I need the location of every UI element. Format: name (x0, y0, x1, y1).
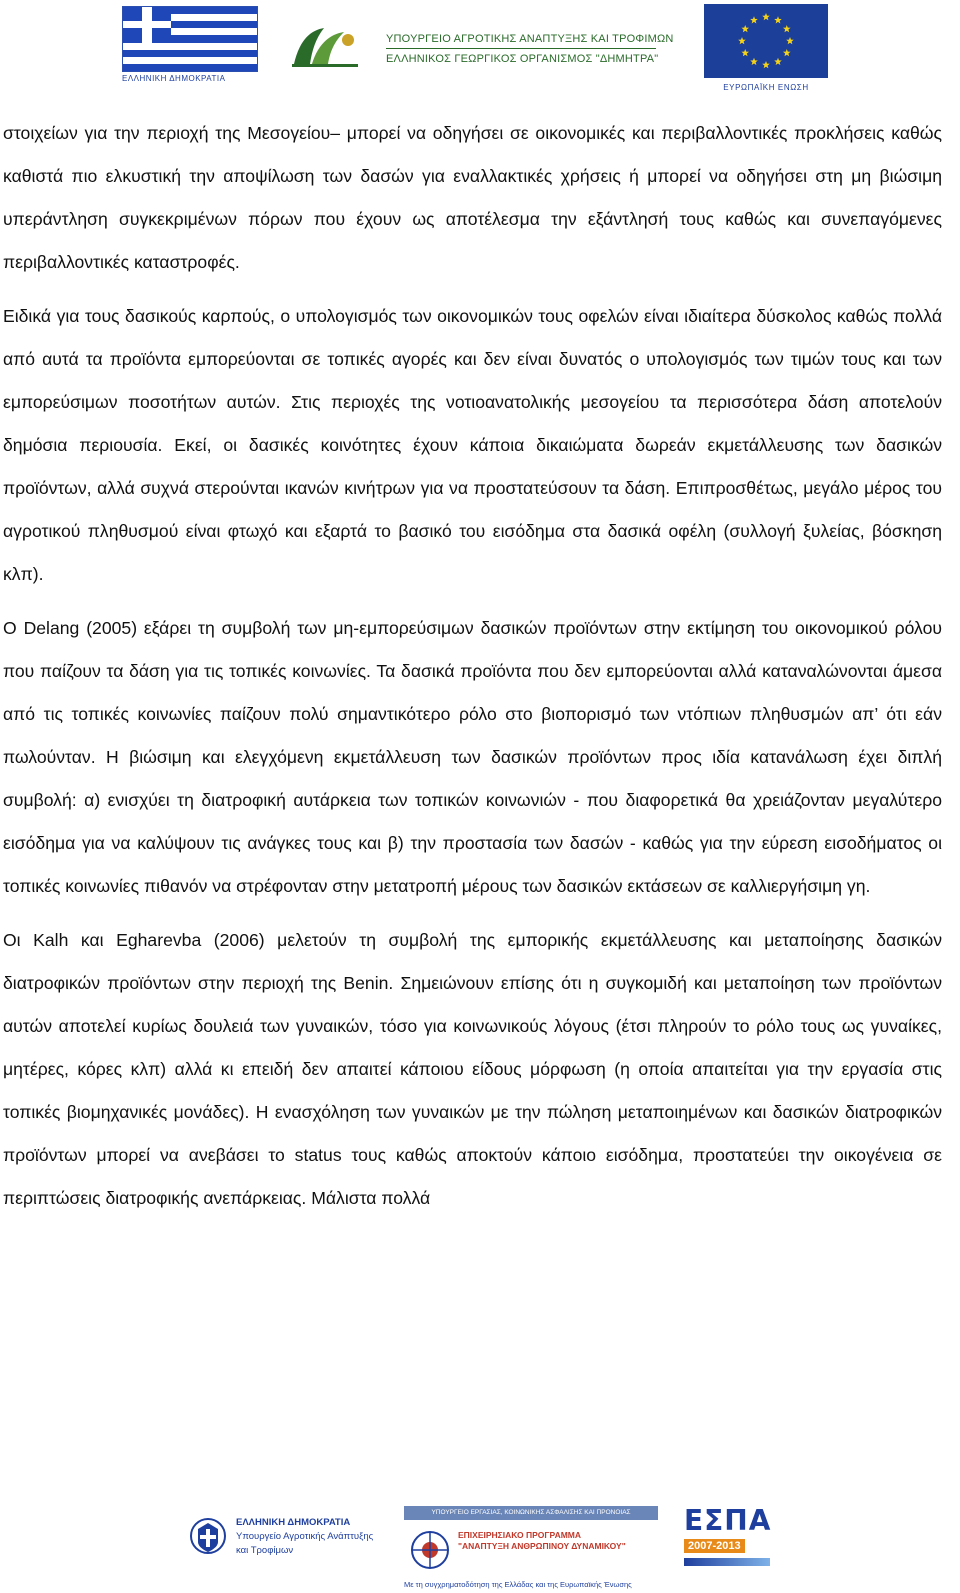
paragraph: O Delang (2005) εξάρει τη συμβολή των μη-εμπορεύσιμων δασικών προϊόντων στην εκτίμηση του οικονομικού ρόλου που παίζουν τα δάση για τις τοπικές κοινωνίες. Τα δασικά προϊόντα που δεν εμπορεύονται αλλά καταναλώνονται άμεσα από τις τοπικές κοινωνίες παίζουν πολύ σημαντικότερο ρόλο στο βιοπορισμό των ντόπιων πληθυσμών απ’ ότι εάν πωλούνταν. Η βιώσιμη και ελεγχόμενη εκμετάλλευση των δασικών προϊόντων προς ιδία κατανάλωση έχει διπλή συμβολή: α) ενισχύει τη διατροφική αυτάρκεια των τοπικών κοινωνιών - που διαφορετικά θα χρειάζονταν μεγαλύτερο εισόδημα για να καλύψουν τις ανάγκες τους και β) την προστασία των δασών - καθώς για την εύρεση εισοδήματος οι τοπικές κοινωνίες πιθανόν να στρέφονταν στην μετατροπή μέρους των δασικών εκτάσεων σε καλλιεργήσιμη γη. (3, 618, 942, 896)
greek-republic-caption: ΕΛΛΗΝΙΚΗ ΔΗΜΟΚΡΑΤΙΑ (122, 74, 226, 83)
program-subtitle: "ΑΝΑΠΤΥΞΗ ΑΝΘΡΩΠΙΝΟΥ ΔΥΝΑΜΙΚΟΥ" (458, 1541, 626, 1551)
footer-republic-text: ΕΛΛΗΝΙΚΗ ΔΗΜΟΚΡΑΤΙΑ (236, 1517, 351, 1528)
footer-ministry-logo (188, 1506, 374, 1578)
ministry-line-2: ΕΛΛΗΝΙΚΟΣ ΓΕΩΡΓΙΚΟΣ ΟΡΓΑΝΙΣΜΟΣ "ΔΗΜΗΤΡΑ" (386, 53, 659, 65)
program-emblem-icon (408, 1528, 452, 1572)
ministry-logo (290, 22, 674, 70)
espa-logo-text: ΕΣΠΑ (684, 1504, 772, 1537)
footer-ministry-text-2: και Τροφίμων (236, 1545, 294, 1556)
footer-program-logo (404, 1506, 664, 1590)
paragraph: Ειδικά για τους δασικούς καρπούς, ο υπολογισμός των οικονομικών τους οφελών είναι ιδιαίτερα δύσκολος καθώς πολλά από αυτά τα προϊόντα εμπορεύονται σε τοπικές αγορές και δεν είναι δυνατός ο υπολογισμός των τιμών τους και των εμπορεύσιμων ποσοτήτων αυτών. Στις περιοχές της νοτιοανατολικής μεσογείου τα περισσότερα δάση αποτελούν δημόσια περιουσία. Εκεί, οι δασικές κοινότητες έχουν κάποια δικαιώματα δωρεάν εκμετάλλευσης των δασικών προϊόντων, αλλά συχνά στερούνται ικανών κινήτρων για να προστατεύσουν τα δάση. Επιπροσθέτως, μεγάλο μέρος του αγροτικού πληθυσμού είναι φτωχό και εξαρτά το βασικό του εισόδημα στα δασικά οφέλη (συλλογή ξυλείας, βόσκηση κλπ). (3, 306, 942, 584)
eu-flag-icon (704, 4, 828, 78)
footer-ministry-text: Υπουργείο Αγροτικής Ανάπτυξης (236, 1531, 374, 1542)
program-title: ΕΠΙΧΕΙΡΗΣΙΑΚΟ ΠΡΟΓΡΑΜΜΑ (458, 1530, 582, 1540)
footer-labour-ministry: ΥΠΟΥΡΓΕΙΟ ΕΡΓΑΣΙΑΣ, ΚΟΙΝΩΝΙΚΗΣ ΑΣΦΑΛΙΣΗΣ ΚΑΙ ΠΡΟΝΟΙΑΣ (404, 1506, 658, 1520)
ministry-line-1: ΥΠΟΥΡΓΕΙΟ ΑΓΡΟΤΙΚΗΣ ΑΝΑΠΤΥΞΗΣ ΚΑΙ ΤΡΟΦΙΜΩΝ (386, 33, 674, 45)
paragraph: Οι Kalh και Egharevba (2006) μελετούν τη συμβολή της εμπορικής εκμετάλλευσης και μεταποίησης δασικών διατροφικών προϊόντων στην περιοχή της Benin. Σημειώνουν επίσης ότι η συγκομιδή και μεταποίηση των προϊόντων αυτών αποτελεί κυρίως δουλειά των γυναικών, τόσο για κοινωνικούς λόγους (έτσι πληρούν το ρόλο τους ως γυναίκες, μητέρες, κόρες κλπ) αλλά κι επειδή δεν απαιτεί κάποιου είδους μόρφωση (η οποία απαιτείται για την εργασία στις τοπικές βιομηχανικές μονάδες). Η ενασχόληση των γυναικών με την πώληση μεταποιημένων και δασικών διατροφικών προϊόντων μπορεί να ανεβάσει το status τους καθώς αποκτούν κάποιο εισόδημα, προστατεύει την οικογένεια σε περιπτώσεις διατροφικής ανεπάρκειας. Μάλιστα πολλά (3, 930, 942, 1208)
paragraph: στοιχείων για την περιοχή της Μεσογείου– μπορεί να οδηγήσει σε οικονομικές και περιβαλλοντικές προκλήσεις καθώς καθιστά πιο ελκυστική την αποψίλωση των δασών για εναλλακτικές χρήσεις ή μπορεί να οδηγήσει στη μη βιώσιμη υπεράντληση συγκεκριμένων πόρων που έχουν ως αποτέλεσμα την εξάντλησή τους καθώς και συνεπαγόμενες περιβαλλοντικές καταστροφές. (3, 123, 942, 272)
eu-logo (704, 4, 828, 92)
greek-seal-icon (188, 1514, 228, 1562)
greek-republic-logo (122, 6, 258, 82)
document-body (3, 112, 942, 1220)
espa-years: 2007-2013 (684, 1539, 745, 1553)
espa-logo-icon (684, 1506, 778, 1586)
eu-caption: ΕΥΡΩΠΑΪΚΗ ΕΝΩΣΗ (723, 83, 809, 92)
cofunding-text: Με τη συγχρηματοδότηση της Ελλάδας και της Ευρωπαϊκής Ένωσης (404, 1580, 632, 1589)
ministry-emblem-icon (290, 24, 362, 68)
greek-flag-icon (122, 6, 258, 72)
